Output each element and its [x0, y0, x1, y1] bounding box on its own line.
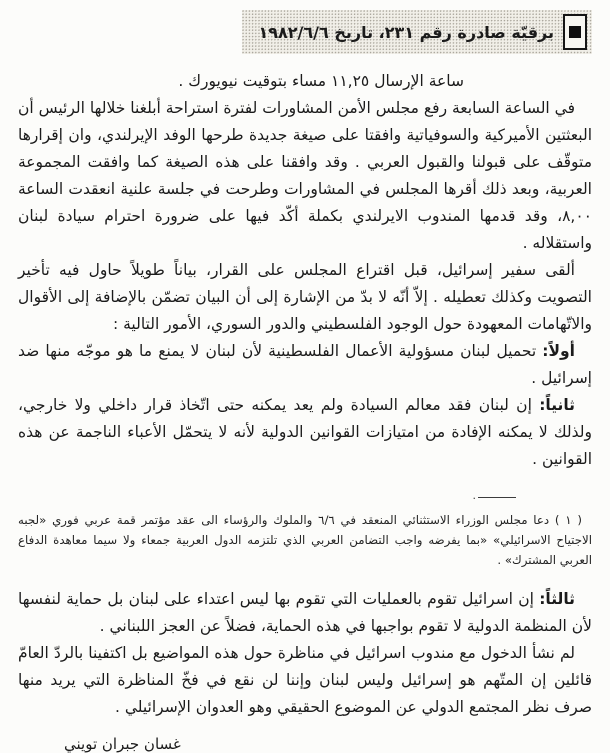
black-square-marker-icon: [563, 14, 587, 50]
paragraph-point-second: [18, 392, 592, 473]
footnote-text: ( ١ ) دعا مجلس الوزراء الاستثنائي المنعقد في ٦/٦ والملوك والرؤساء الى عقد مؤتمر قمة عربي فوري «لجبه الاجتياح الاسرائيلي» «بما يفرضه واجب التضامن العربي الذي تلتزمه الدول العربية جمعاء ولا سيما معاهدة الدفاع العربي المشترك» .: [18, 513, 592, 567]
document-body: [18, 68, 592, 753]
footnote-separator: [18, 489, 516, 502]
paragraph-closing-remarks: لم نشأ الدخول مع مندوب اسرائيل في مناظرة حول هذه المواضيع بل اكتفينا بالردّ العامّ قائلين إن المتّهم هو إسرائيل وليس لبنان وإننا لن نقع في فخّ المناظرة التي يريد منها صرف نظر المجتمع الدولي عن الموضوع الحقيقي وهو العدوان الإسرائيلي .: [18, 644, 592, 716]
footnote-block: [18, 489, 592, 570]
paragraph-security-council-consultations: في الساعة السابعة رفع مجلس الأمن المشاورات لفترة استراحة أبلغنا خلالها الرئيس أن البعثتين الأميركية والسوفياتية وافقتا على صيغة جديدة طرحها الوفد الإيرلندي، وان إقرارها متوقّف على قبولنا والقبول العربي . وقد وافقنا على هذه الصيغة كما وافقت المجموعة العربية، وبعد ذلك أقرها المجلس في المشاورات وطرحت في جلسة علنية انعقدت الساعة ٨,٠٠، وقد قدمها المندوب الايرلندي بكملة أكّد فيها على ضرورة احترام سيادة لبنان واستقلاله .: [18, 99, 592, 252]
black-square-fill: [569, 26, 581, 38]
footnote-separator-line: [478, 497, 516, 498]
paragraph-point-third: [18, 586, 592, 640]
paragraph-point-first: [18, 338, 592, 392]
footnote-separator-dot: .: [472, 489, 476, 502]
document-header: [242, 10, 592, 54]
document-title: برقيّة صادرة رقم ٢٣١، تاريخ ١٩٨٢/٦/٦: [258, 22, 554, 42]
paragraph-israel-ambassador-statement: ألقى سفير إسرائيل، قبل اقتراع المجلس على القرار، بياناً طويلاً حاول فيه تأخير التصويت وكذلك تعطيله . إلاّ أنّه لا بدّ من الإشارة إلى أن البيان تضمّن بالإضافة إلى الأقوال والاتّهامات المعهودة حول الوجود الفلسطيني والدور السوري، الأمور التالية :: [18, 261, 592, 333]
point-third-text: إن اسرائيل تقوم بالعمليات التي تقوم بها ليس اعتداء على لبنان بل حماية لنفسها لأن المنظمة الدولية لا تقوم بواجبها في هذه الحماية، فضلاً عن العجز اللبناني .: [18, 590, 592, 635]
paragraph-dispatch-time: ساعة الإرسال ١١,٢٥ مساء بتوقيت نيويورك .: [178, 72, 464, 90]
point-first-label: أولاً:: [542, 342, 575, 360]
point-third-label: ثالثاً:: [539, 590, 575, 608]
point-first-text: تحميل لبنان مسؤولية الأعمال الفلسطينية لأن لبنان لا يمنع ما هو موجّه منها ضد إسرائيل .: [18, 342, 592, 387]
point-second-text: إن لبنان فقد معالم السيادة ولم يعد يمكنه حتى اتّخاذ قرار داخلي ولا خارجي، ولذلك لا يمكنه الإفادة من امتيازات القوانين الدولية لأنه لا يتحمّل الأعباء الناجمة عن هذه القوانين .: [18, 396, 592, 468]
signature: غسان جبران تويني: [64, 735, 181, 753]
point-second-label: ثانياً:: [539, 396, 575, 414]
